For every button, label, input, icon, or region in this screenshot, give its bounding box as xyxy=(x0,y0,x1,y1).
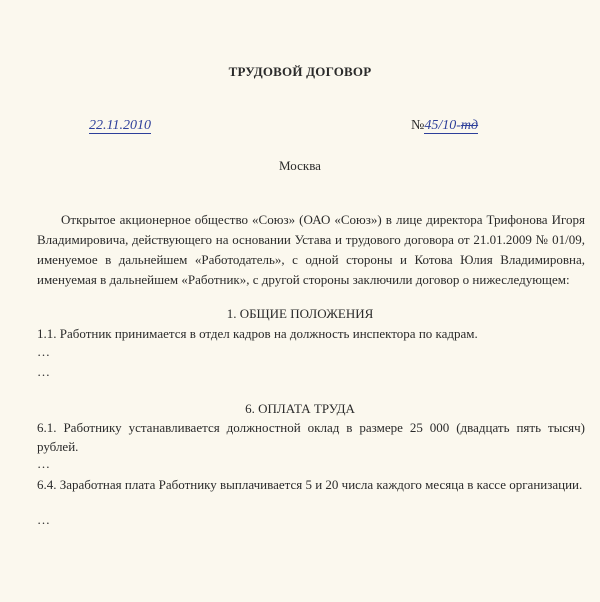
clause-1-1: 1.1. Работник принимается в отдел кадров на должность инспектора по кадрам. xyxy=(37,326,478,341)
contract-number xyxy=(411,118,478,133)
ellipsis: … xyxy=(37,456,50,471)
clause-6-4: 6.4. Заработная плата Работнику выплачивается 5 и 20 числа каждого месяца в кассе организации. xyxy=(37,477,583,492)
contract-city: Москва xyxy=(279,158,321,173)
number-main: 45/10- xyxy=(424,118,461,133)
preamble-paragraph: Открытое акционерное общество «Союз» (ОАО «Союз») в лице директора Трифонова Игоря Владимировича, действующего на основании Устава и трудового договора от 21.01.2009 № 01/09, именуемое в дальнейшем «Работодатель», с одной стороны и Котова Юлия Владимировна, именуемая в дальнейшем «Работник», с другой стороны заключили договор о нижеследующем: xyxy=(37,212,585,287)
section-heading-payment: 6. ОПЛАТА ТРУДА xyxy=(245,401,355,416)
document-title: ТРУДОВОЙ ДОГОВОР xyxy=(228,64,372,79)
ellipsis: … xyxy=(37,512,50,527)
contract-date: 22.11.2010 xyxy=(89,118,151,133)
number-sign: № xyxy=(411,118,425,133)
ellipsis: … xyxy=(37,344,50,359)
section-heading-general: 1. ОБЩИЕ ПОЛОЖЕНИЯ xyxy=(226,306,374,321)
clause-6-1: 6.1. Работнику устанавливается должностной оклад в размере 25 000 (двадцать пять тысяч) рублей. xyxy=(37,420,585,454)
number-suffix: тд xyxy=(460,118,479,133)
ellipsis: … xyxy=(37,364,50,379)
number-value xyxy=(424,118,478,134)
